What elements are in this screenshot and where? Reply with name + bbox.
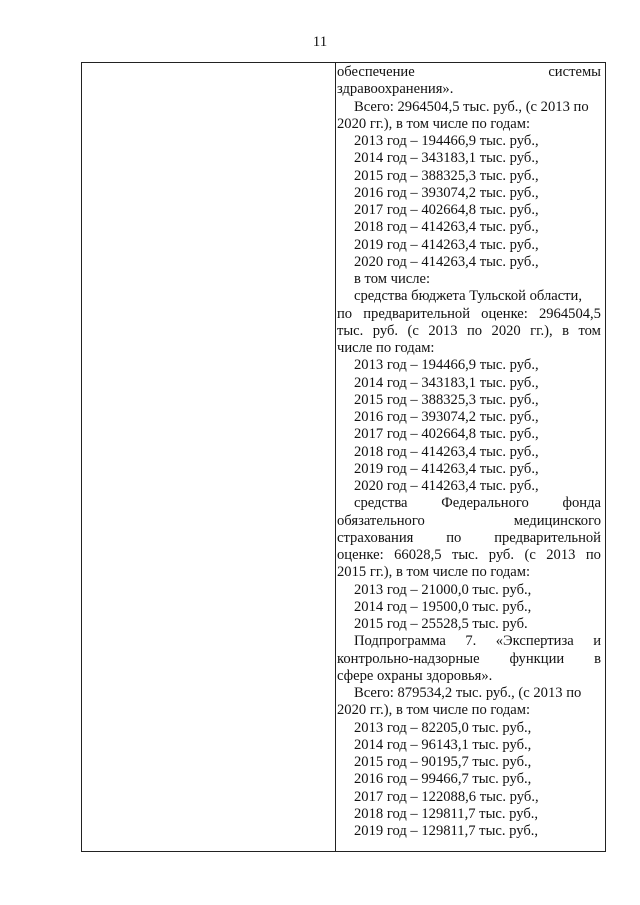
text-word: 66028,5 — [394, 547, 442, 563]
text-word: по — [585, 547, 601, 563]
text-word: том — [578, 322, 601, 339]
text-line: 2013 год – 82205,0 тыс. руб., — [354, 719, 532, 736]
text-word: по — [337, 305, 353, 322]
text-line: Всего: 879534,2 тыс. руб., (с 2013 по — [354, 685, 582, 701]
text-word: 2013 — [428, 322, 458, 339]
text-word: 7. — [465, 633, 477, 650]
text-line: Всего: 2964504,5 тыс. руб., (с 2013 по — [354, 98, 589, 115]
text-word: оценке: — [337, 547, 384, 563]
text-line — [337, 530, 601, 547]
text-line — [337, 64, 601, 81]
table-right-column — [337, 64, 601, 840]
table-left-column — [82, 63, 336, 851]
text-word: (с — [407, 322, 419, 339]
text-line: 2017 год – 122088,6 тыс. руб., — [354, 788, 539, 805]
text-line: сфере охраны здоровья». — [337, 667, 493, 684]
text-line: числе по годам: — [337, 340, 435, 356]
text-line — [337, 495, 601, 512]
text-line: 2020 год – 414263,4 тыс. руб., — [354, 478, 539, 494]
text-line: 2020 год – 414263,4 тыс. руб., — [354, 253, 539, 270]
text-line: средства бюджета Тульской области, — [354, 288, 583, 305]
text-line: 2016 год – 99466,7 тыс. руб., — [354, 771, 532, 788]
text-word: Федерального — [441, 495, 529, 512]
text-line: 2019 год – 414263,4 тыс. руб., — [354, 460, 539, 477]
text-word: в — [594, 650, 601, 667]
text-line — [337, 651, 601, 668]
text-word: контрольно-надзорные — [337, 650, 480, 667]
text-line: 2015 год – 388325,3 тыс. руб., — [354, 167, 539, 184]
text-word: в — [562, 322, 569, 339]
text-word: обязательного — [337, 512, 425, 529]
text-word: руб. — [372, 322, 399, 339]
text-word: Подпрограмма — [354, 633, 446, 650]
text-line — [337, 547, 601, 564]
text-word: руб. — [488, 547, 515, 563]
text-line: 2018 год – 129811,7 тыс. руб., — [354, 805, 539, 822]
text-word: фонда — [562, 495, 601, 512]
page-number: 11 — [312, 34, 328, 50]
text-word: обеспечение — [337, 64, 415, 80]
text-word: страхования — [337, 529, 414, 546]
text-line: 2017 год – 402664,8 тыс. руб., — [354, 426, 539, 443]
text-line: 2015 год – 388325,3 тыс. руб., — [354, 391, 539, 408]
text-word: 2013 — [546, 547, 576, 563]
text-word: средства — [354, 495, 408, 512]
text-word: 2020 — [491, 322, 521, 339]
text-line: 2016 год – 393074,2 тыс. руб., — [354, 184, 539, 201]
text-line: здравоохранения». — [337, 81, 454, 98]
text-word: системы — [548, 64, 601, 80]
text-line — [337, 323, 601, 340]
text-line: 2014 год – 343183,1 тыс. руб., — [354, 150, 539, 167]
text-line: 2018 год – 414263,4 тыс. руб., — [354, 219, 539, 236]
text-word: оценке: — [481, 305, 528, 322]
text-word: 2964504,5 — [538, 305, 601, 322]
text-line — [337, 633, 601, 650]
text-line: 2014 год – 19500,0 тыс. руб., — [354, 598, 532, 615]
text-line: 2015 год – 25528,5 тыс. руб. — [354, 616, 528, 632]
text-line — [337, 513, 601, 530]
text-word: предварительной — [494, 529, 601, 546]
text-word: по — [466, 322, 483, 339]
text-word: «Экспертиза — [495, 633, 574, 650]
text-line: 2020 гг.), в том числе по годам: — [337, 115, 531, 132]
text-line: 2020 гг.), в том числе по годам: — [337, 702, 531, 719]
text-line: 2015 гг.), в том числе по годам: — [337, 564, 531, 581]
text-line: 2014 год – 96143,1 тыс. руб., — [354, 736, 532, 753]
text-line: 2019 год – 414263,4 тыс. руб., — [354, 236, 539, 253]
text-line: 2013 год – 21000,0 тыс. руб., — [354, 581, 532, 598]
document-table — [81, 62, 606, 852]
text-word: функции — [509, 650, 565, 667]
text-line: 2013 год – 194466,9 тыс. руб., — [354, 133, 539, 149]
text-word: по — [446, 529, 462, 546]
text-word: (с — [524, 547, 536, 563]
text-line: 2019 год – 129811,7 тыс. руб., — [354, 823, 539, 839]
text-word: гг.), — [530, 322, 553, 339]
text-word: тыс. — [337, 322, 364, 339]
text-line: 2016 год – 393074,2 тыс. руб., — [354, 409, 539, 425]
text-word: предварительной — [363, 305, 471, 322]
text-line: 2015 год – 90195,7 тыс. руб., — [354, 754, 532, 770]
text-line: в том числе: — [354, 271, 431, 287]
text-word: медицинского — [513, 512, 601, 529]
text-line: 2017 год – 402664,8 тыс. руб., — [354, 202, 539, 218]
text-line: 2018 год – 414263,4 тыс. руб., — [354, 443, 539, 460]
text-line: 2013 год – 194466,9 тыс. руб., — [354, 357, 539, 374]
text-line — [337, 306, 601, 323]
text-line: 2014 год – 343183,1 тыс. руб., — [354, 374, 539, 391]
text-word: тыс. — [451, 547, 479, 563]
text-word: и — [593, 633, 601, 650]
